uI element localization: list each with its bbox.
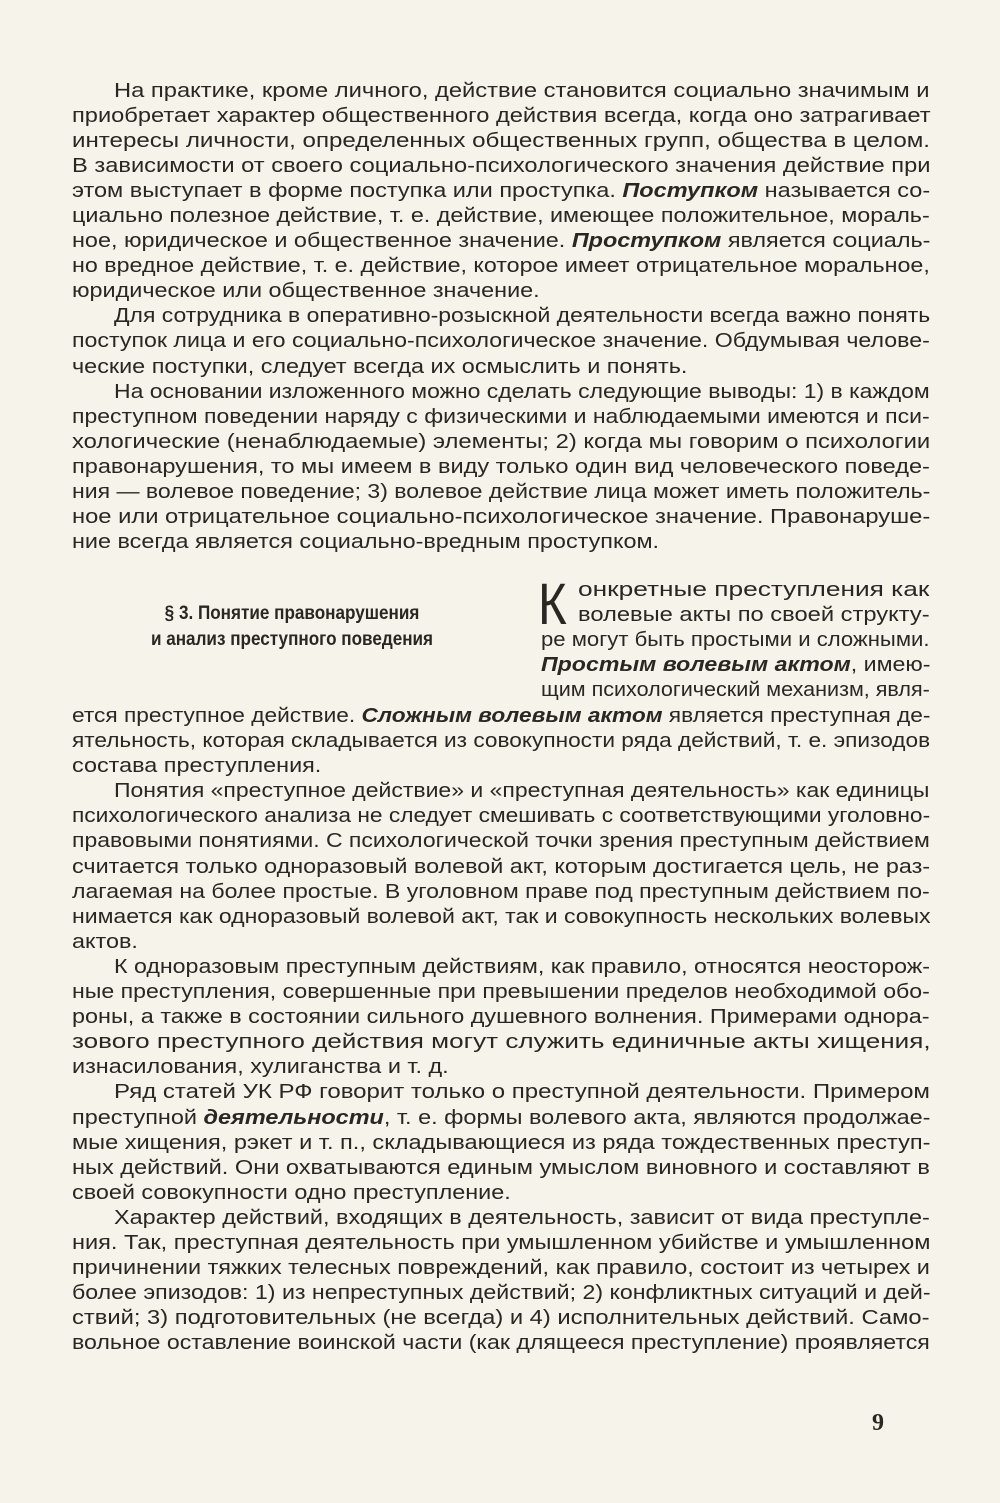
text-run: ных действий. Они охватываются единым умыслом виновного и составляют в	[72, 1156, 930, 1179]
text-run: циально полезное действие, т. е. действие, имеющее положительное, мораль-	[72, 204, 930, 227]
text-line	[72, 1181, 930, 1206]
text-run: мые хищения, рэкет и т. п., складывающиеся из ряда тождественных преступ-	[72, 1131, 931, 1154]
text-run: онкретные преступления как	[578, 579, 930, 601]
text-line	[541, 653, 930, 678]
text-line	[72, 804, 930, 829]
text-run: является социаль-	[721, 230, 931, 253]
text-run: правонарушения, то мы имеем в виду только один вид человеческого поведе-	[72, 455, 930, 478]
page-number: 9	[872, 1410, 884, 1436]
section-heading-line: § 3. Понятие правонарушения	[164, 603, 420, 624]
text-run: К одноразовым преступным действиям, как правило, относятся неосторож-	[114, 955, 930, 978]
text-line	[72, 405, 930, 430]
text-run: более эпизодов: 1) из непреступных действий; 2) конфликтных ситуаций и дей-	[72, 1282, 931, 1305]
paragraph	[72, 380, 930, 556]
paragraph	[72, 304, 930, 379]
text-run: интересы личности, определенных общественных групп, общества в целом.	[72, 129, 931, 152]
text-line	[72, 204, 930, 229]
text-run: На практике, кроме личного, действие становится социально значимым и	[114, 79, 930, 102]
text-line	[72, 880, 930, 905]
text-line	[72, 430, 930, 455]
text-run: ное, юридическое и общественное значение.	[72, 230, 572, 253]
text-run: В зависимости от своего социально-психологического значения действие при	[72, 154, 931, 177]
emphasized-term: деятельности	[203, 1106, 384, 1129]
text-line	[72, 480, 930, 505]
text-run: этом выступает в форме поступка или проступка.	[72, 179, 623, 202]
text-line	[72, 1331, 930, 1356]
text-run: щим психологический механизм, явля-	[541, 679, 930, 702]
drop-cap: К	[538, 572, 567, 637]
text-line	[72, 79, 930, 104]
text-line	[72, 1080, 930, 1105]
text-run: , т. е. формы волевого акта, являются продолжае-	[383, 1106, 931, 1129]
text-run: поступок лица и его социально-психологическое значение. Обдумывая челове-	[72, 330, 930, 353]
text-line	[72, 129, 930, 154]
text-line	[72, 254, 930, 279]
text-line	[72, 1206, 930, 1231]
text-run: преступной	[72, 1106, 204, 1129]
text-line	[72, 1030, 930, 1055]
text-run: волевые акты по своей структу-	[578, 604, 930, 627]
text-line	[72, 530, 930, 555]
text-run: хологические (ненаблюдаемые) элементы; 2) когда мы говорим о психологии	[72, 430, 931, 453]
text-run: актов.	[72, 930, 138, 953]
text-run: ния. Так, преступная деятельность при умышленном убийстве и умышленном	[72, 1231, 931, 1254]
text-line	[72, 980, 930, 1005]
paragraph	[72, 704, 930, 779]
text-line	[72, 1156, 930, 1181]
text-line	[72, 930, 930, 955]
text-run: Ряд статей УК РФ говорит только о преступной деятельности. Примером	[114, 1081, 930, 1104]
text-run: считается только одноразовый волевой акт, которым достигается цель, не раз-	[72, 855, 931, 878]
text-run: ческие поступки, следует всегда их осмыслить и понять.	[72, 355, 688, 378]
text-run: ное или отрицательное социально-психологическое значение. Правонаруше-	[72, 506, 931, 529]
text-line	[72, 855, 930, 880]
text-run: роны, а также в состоянии сильного душевного волнения. Примерами однора-	[72, 1006, 930, 1029]
paragraph	[72, 1080, 930, 1205]
text-line	[72, 1281, 930, 1306]
text-line	[72, 905, 930, 930]
text-before-section	[72, 79, 930, 556]
text-line	[541, 603, 930, 628]
text-line	[72, 955, 930, 980]
text-run: нимается как одноразовый волевой акт, так и совокупность нескольких волевых	[72, 905, 931, 928]
text-run: Характер действий, входящих в деятельность, зависит от вида преступле-	[114, 1206, 930, 1229]
text-run: состава преступления.	[72, 755, 322, 778]
text-run: ние всегда является социально-вредным проступком.	[72, 531, 660, 554]
text-run: юридическое или общественное значение.	[72, 280, 540, 303]
text-run: изнасилования, хулиганства и т. д.	[72, 1056, 449, 1079]
text-run: своей совокупности одно преступление.	[72, 1181, 511, 1204]
text-line	[541, 678, 930, 703]
text-run: лагаемая на более простые. В уголовном праве под преступным действием по-	[72, 880, 930, 903]
text-line	[72, 754, 930, 779]
text-run: называется со-	[758, 179, 931, 202]
text-run: правовыми понятиями. С психологической точки зрения преступным действием	[72, 830, 930, 853]
text-line	[72, 329, 930, 354]
text-line	[72, 729, 930, 754]
text-run: вольное оставление воинской части (как длящееся преступление) проявляется	[72, 1332, 930, 1355]
text-run: ствий; 3) подготовительных (не всегда) и 4) исполнительных действий. Само-	[72, 1307, 930, 1330]
text-line	[72, 505, 930, 530]
text-after-section	[72, 704, 930, 1356]
text-line	[72, 279, 930, 304]
section-heading-line: и анализ преступного поведения	[150, 628, 434, 650]
text-line	[541, 628, 930, 653]
text-run: Понятия «преступное действие» и «преступная деятельность» как единицы	[114, 780, 930, 803]
section-intro-column	[541, 578, 930, 703]
text-run: ния — волевое поведение; 3) волевое действие лица может иметь положитель-	[72, 481, 931, 503]
paragraph	[72, 79, 930, 305]
text-run: ется преступное действие.	[72, 705, 362, 727]
text-line	[72, 1131, 930, 1156]
text-run: Для сотрудника в оперативно-розыскной деятельности всегда важно понять	[114, 305, 931, 328]
text-line	[72, 1306, 930, 1331]
emphasized-term: Поступком	[622, 179, 759, 202]
emphasized-term: Простым волевым актом	[541, 654, 851, 677]
text-run: но вредное действие, т. е. действие, которое имеет отрицательное моральное,	[72, 255, 930, 278]
text-line	[72, 179, 930, 204]
text-run: ные преступления, совершенные при превышении пределов необходимой обо-	[72, 981, 930, 1004]
text-line	[72, 779, 930, 804]
text-line	[72, 704, 930, 729]
text-line	[72, 455, 930, 480]
text-line	[541, 578, 930, 603]
text-run: зового преступного действия могут служить единичные акты хищения,	[72, 1031, 931, 1054]
text-line	[72, 380, 930, 405]
text-run: , имею-	[850, 654, 931, 677]
text-line	[72, 1055, 930, 1080]
text-line	[72, 229, 930, 254]
text-line	[72, 104, 930, 129]
text-line	[72, 1005, 930, 1030]
text-run: ятельность, которая складывается из совокупности ряда действий, т. е. эпизодов	[72, 730, 931, 753]
text-line	[72, 304, 930, 329]
text-line	[72, 829, 930, 854]
text-run: ре могут быть простыми и сложными.	[541, 629, 930, 652]
text-run: причинении тяжких телесных повреждений, как правило, состоит из четырех и	[72, 1257, 930, 1280]
section-3	[72, 572, 931, 704]
text-line	[72, 1231, 930, 1256]
text-run: преступном поведении наряду с физическими и наблюдаемыми имеются и пси-	[72, 405, 930, 428]
paragraph	[72, 1206, 930, 1357]
text-line	[72, 1256, 930, 1281]
paragraph	[72, 955, 930, 1080]
emphasized-term: Сложным волевым актом	[361, 705, 663, 727]
text-run: приобретает характер общественного действия всегда, когда оно затрагивает	[72, 104, 931, 127]
paragraph	[72, 779, 930, 955]
text-line	[72, 154, 930, 179]
text-line	[72, 1106, 930, 1131]
text-run: На основании изложенного можно сделать следующие выводы: 1) в каждом	[114, 380, 930, 403]
emphasized-term: Проступком	[571, 230, 722, 253]
text-run: психологического анализа не следует смешивать с соответствующими уголовно-	[72, 805, 931, 828]
section-heading	[92, 601, 492, 652]
text-line	[72, 355, 930, 380]
text-run: является преступная де-	[662, 705, 931, 727]
